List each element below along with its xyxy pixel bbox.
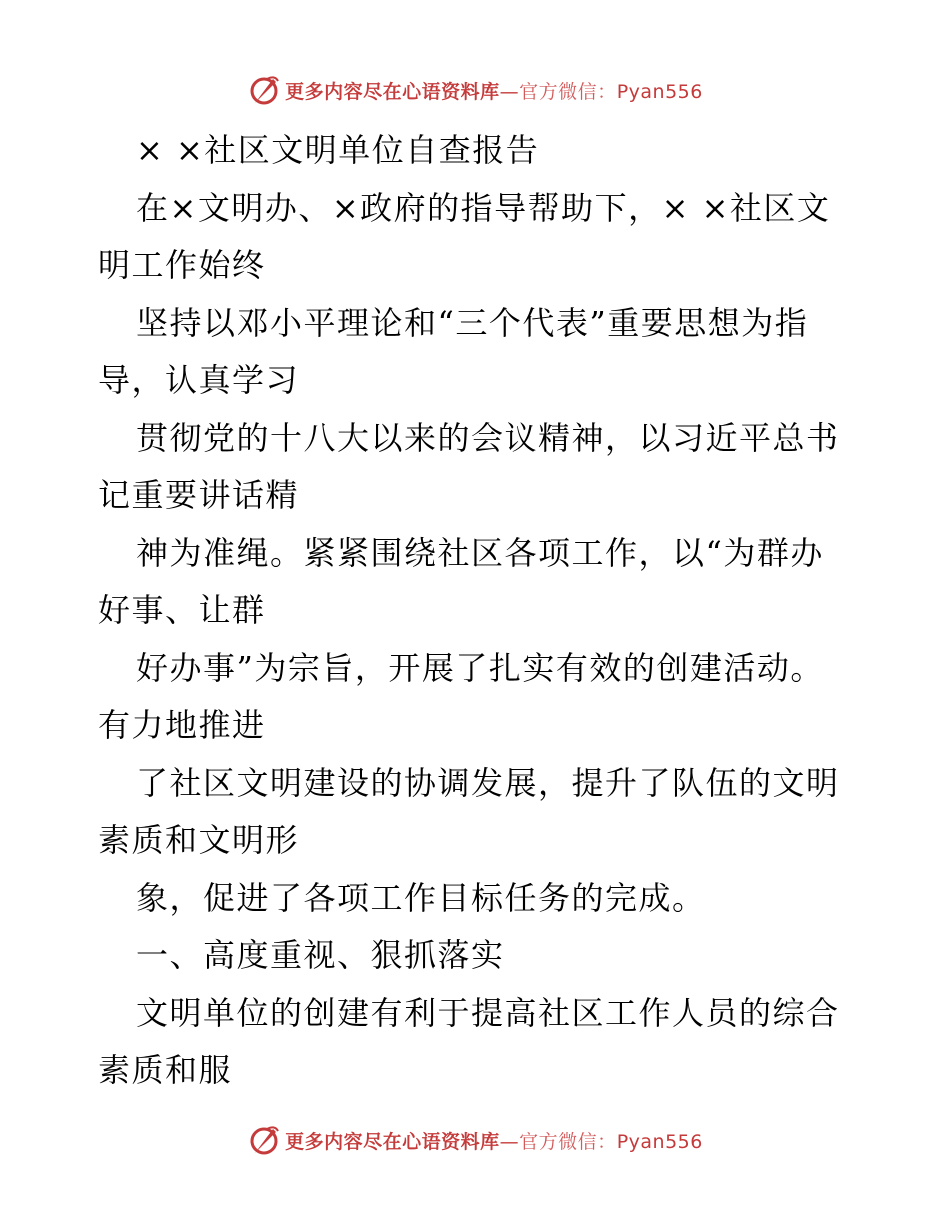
document-body: [98, 122, 858, 1100]
paragraph-line: 好事、让群: [98, 591, 266, 629]
paragraph-line: 坚持以邓小平理论和“三个代表”重要思想为指: [136, 303, 809, 342]
paragraph-line: 神为准绳。紧紧围绕社区各项工作，以“为群办: [136, 533, 824, 572]
document-title: × ×社区文明单位自查报告: [136, 131, 540, 169]
paragraph-line: 好办事”为宗旨，开展了扎实有效的创建活动。: [136, 648, 824, 687]
section-heading: 一、高度重视、狠抓落实: [136, 936, 505, 974]
top-watermark-banner: [0, 68, 950, 112]
watermark-text: [285, 1127, 703, 1154]
paragraph-line: 象，促进了各项工作目标任务的完成。: [136, 878, 706, 917]
paragraph-line: 文明单位的创建有利于提高社区工作人员的综合: [136, 993, 840, 1032]
watermark-id: Pyan556: [616, 1130, 703, 1153]
paragraph-line: 记重要讲话精: [98, 476, 300, 514]
feather-pen-circle-logo-icon: [247, 1123, 281, 1157]
paragraph-line: 导，认真学习: [98, 361, 300, 399]
watermark-id: Pyan556: [616, 80, 703, 103]
paragraph-line: 素质和服: [98, 1051, 233, 1089]
paragraph-line: 有力地推进: [98, 706, 266, 744]
watermark-sub: 官方微信：: [519, 1130, 617, 1153]
watermark-sub: 官方微信：: [519, 80, 617, 103]
paragraph-line: 素质和文明形: [98, 821, 300, 859]
bottom-watermark-banner: [0, 1118, 950, 1162]
paragraph-line: 明工作始终: [98, 246, 266, 284]
watermark-dash: —: [499, 1130, 520, 1153]
watermark-dash: —: [499, 80, 520, 103]
paragraph-line: 在×文明办、×政府的指导帮助下，× ×社区文: [136, 188, 831, 227]
watermark-main: 更多内容尽在心语资料库: [285, 1130, 500, 1153]
paragraph-line: 贯彻党的十八大以来的会议精神，以习近平总书: [136, 418, 840, 457]
watermark-text: [285, 77, 703, 104]
paragraph-line: 了社区文明建设的协调发展，提升了队伍的文明: [136, 763, 840, 802]
feather-pen-circle-logo-icon: [247, 73, 281, 107]
watermark-main: 更多内容尽在心语资料库: [285, 80, 500, 103]
